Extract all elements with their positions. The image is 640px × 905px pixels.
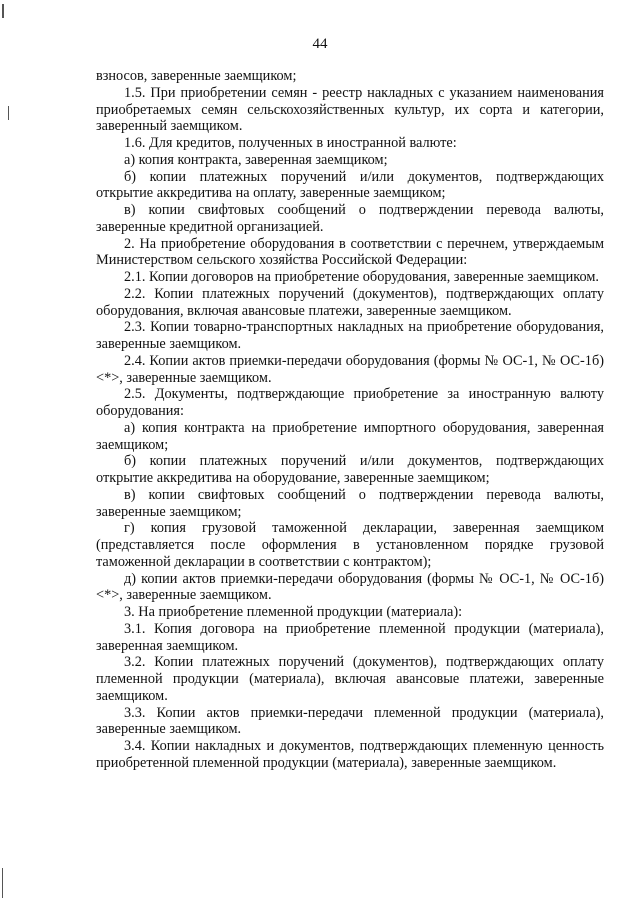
paragraph-2-5-g: г) копия грузовой таможенной декларации, заверенная заемщиком (представляется после оформления в установленном порядке грузовой таможенной декларации в соответствии с контрактом); [96, 520, 604, 570]
paragraph-3-3: 3.3. Копии актов приемки-передачи племенной продукции (материала), заверенные заемщиком. [96, 704, 604, 738]
document-body [96, 68, 604, 772]
paragraph-1-6-v: в) копии свифтовых сообщений о подтверждении перевода валюты, заверенные кредитной организацией. [96, 202, 604, 235]
paragraph-continuation: взносов, заверенные заемщиком; [96, 68, 297, 84]
scan-edge-mark-middle [8, 106, 9, 120]
paragraph-1-6-b: б) копии платежных поручений и/или документов, подтверждающих открытие аккредитива на оплату, заверенные заемщиком; [96, 168, 604, 202]
paragraph-2-5-d: д) копии актов приемки-передачи оборудования (формы № ОС-1, № ОС-1б) <*>, заверенные заемщиком. [96, 570, 604, 604]
paragraph-3-4: 3.4. Копии накладных и документов, подтверждающих племенную ценность приобретенной племенной продукции (материала), заверенные заемщиком. [96, 738, 604, 771]
scan-edge-mark-bottom [2, 868, 3, 898]
paragraph-2-5-b: б) копии платежных поручений и/или документов, подтверждающих открытие аккредитива на оборудование, заверенные заемщиком; [96, 453, 604, 486]
paragraph-2-2: 2.2. Копии платежных поручений (документов), подтверждающих оплату оборудования, включая авансовые платежи, заверенные заемщиком. [96, 285, 604, 319]
paragraph-2-3: 2.3. Копии товарно-транспортных накладных на приобретение оборудования, заверенные заемщиком. [96, 319, 604, 352]
paragraph-1-6-a: а) копия контракта, заверенная заемщиком; [124, 151, 388, 168]
scan-edge-mark-top [2, 4, 4, 18]
paragraph-3-2: 3.2. Копии платежных поручений (документов), подтверждающих оплату племенной продукции (материала), включая авансовые платежи, заверенные заемщиком. [96, 654, 604, 704]
paragraph-3: 3. На приобретение племенной продукции (материала): [124, 604, 463, 620]
page-number: 44 [312, 36, 328, 52]
paragraph-2-1: 2.1. Копии договоров на приобретение оборудования, заверенные заемщиком. [124, 269, 600, 285]
paragraph-2-5-a: а) копия контракта на приобретение импортного оборудования, заверенная заемщиком; [96, 419, 604, 453]
paragraph-1-5: 1.5. При приобретении семян - реестр накладных с указанием наименования приобретаемых семян сельскохозяйственных культур, их сорта и категории, заверенный заемщиком. [96, 84, 604, 135]
paragraph-3-1: 3.1. Копия договора на приобретение племенной продукции (материала), заверенная заемщиком. [96, 620, 604, 654]
paragraph-2-4: 2.4. Копии актов приемки-передачи оборудования (формы № ОС-1, № ОС-1б) <*>, заверенные заемщиком. [96, 352, 604, 386]
paragraph-2: 2. На приобретение оборудования в соответствии с перечнем, утверждаемым Министерством сельского хозяйства Российской Федерации: [96, 235, 604, 269]
paragraph-2-5: 2.5. Документы, подтверждающие приобретение за иностранную валюту оборудования: [96, 386, 604, 419]
paragraph-1-6: 1.6. Для кредитов, полученных в иностранной валюте: [124, 135, 457, 151]
paragraph-2-5-v: в) копии свифтовых сообщений о подтверждении перевода валюты, заверенные заемщиком; [96, 486, 604, 520]
